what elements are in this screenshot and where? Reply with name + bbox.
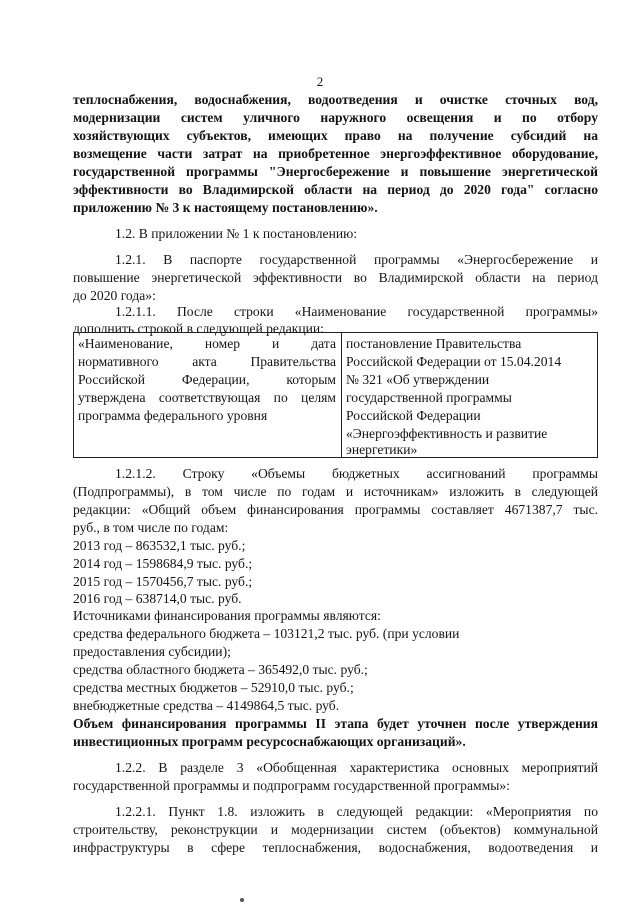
text-line: теплоснабжения, водоснабжения, водоотведения и очистке сточных вод, xyxy=(73,92,598,107)
text-line: инфраструктуры в сфере теплоснабжения, водоснабжения, водоотведения и xyxy=(73,840,598,855)
cell-line: программа федерального уровня xyxy=(78,408,268,423)
inserted-row-table xyxy=(73,332,598,458)
text-line: (Подпрограммы), в том числе по годам и источникам» изложить в следующей xyxy=(73,484,598,499)
text-line: 1.2.2.1. Пункт 1.8. изложить в следующей редакции: «Мероприятия по xyxy=(115,804,598,819)
year-item: 2013 год – 863532,1 тыс. руб.; xyxy=(73,538,246,553)
text-line: до 2020 года»: xyxy=(73,288,156,303)
text-line: повышение энергетической эффективности во Владимирской области на период xyxy=(73,270,598,285)
text-line: 1.2.2. В разделе 3 «Обобщенная характеристика основных мероприятий xyxy=(115,760,598,775)
cell-line: государственной программы xyxy=(346,390,512,405)
text-line: 1.2.1. В паспорте государственной программы «Энергосбережение и xyxy=(115,252,598,267)
page-number: 2 xyxy=(316,74,324,89)
source-item: средства федерального бюджета – 103121,2 тыс. руб. (при условии xyxy=(73,626,460,641)
text-line: государственной программы "Энергосбережение и повышение энергетической xyxy=(73,164,598,179)
text-line: руб., в том числе по годам: xyxy=(73,520,229,535)
source-item: предоставления субсидии); xyxy=(73,644,231,659)
text-line: дополнить строкой в следующей редакции: xyxy=(73,321,324,336)
text-line: эффективности во Владимирской области на период до 2020 года" согласно xyxy=(73,182,598,197)
cell-line: Российской Федерации, которым xyxy=(78,372,336,387)
year-item: 2014 год – 1598684,9 тыс. руб.; xyxy=(73,556,253,571)
source-item: средства местных бюджетов – 52910,0 тыс. руб.; xyxy=(73,680,354,695)
table-column-divider xyxy=(341,333,342,457)
text-line: редакции: «Общий объем финансирования программы составляет 4671387,7 тыс. xyxy=(73,502,598,517)
year-item: 2015 год – 1570456,7 тыс. руб.; xyxy=(73,574,253,589)
text-line: возмещение части затрат на приобретенное энергоэффективное оборудование, xyxy=(73,146,598,161)
cell-line: утверждена соответствующая по целям xyxy=(78,390,336,405)
source-item: внебюджетные средства – 4149864,5 тыс. руб. xyxy=(73,698,340,713)
source-item: средства областного бюджета – 365492,0 тыс. руб.; xyxy=(73,662,368,677)
text-line: приложению № 3 к настоящему постановлению». xyxy=(73,200,378,215)
year-item: 2016 год – 638714,0 тыс. руб. xyxy=(73,591,242,606)
cell-line: «Наименование, номер и дата xyxy=(78,336,336,351)
section-1-2: 1.2. В приложении № 1 к постановлению: xyxy=(115,226,358,241)
text-line: строительству, реконструкции и модернизации систем (объектов) коммунальной xyxy=(73,822,598,837)
cell-line: энергетики» xyxy=(346,442,418,457)
cell-line: Российской Федерации xyxy=(346,408,481,423)
cell-line: № 321 «Об утверждении xyxy=(346,372,490,387)
cell-line: нормативного акта Правительства xyxy=(78,354,336,369)
cell-line: Российской Федерации от 15.04.2014 xyxy=(346,354,562,369)
text-line: хозяйствующих субъектов, имеющих право на получение субсидий на xyxy=(73,128,598,143)
text-line: Объем финансирования программы II этапа будет уточнен после утверждения xyxy=(73,716,598,731)
text-line: инвестиционных программ ресурсоснабжающих организаций». xyxy=(73,734,466,749)
text-line: модернизации систем уличного наружного освещения и по отбору xyxy=(73,110,598,125)
text-line: 1.2.1.2. Строку «Объемы бюджетных ассигнований программы xyxy=(115,466,598,481)
text-line: государственной программы и подпрограмм государственной программы»: xyxy=(73,778,510,793)
text-line: 1.2.1.1. После строки «Наименование государственной программы» xyxy=(115,304,598,319)
cell-line: постановление Правительства xyxy=(346,336,522,351)
scan-speck xyxy=(240,898,244,902)
sources-title: Источниками финансирования программы являются: xyxy=(73,608,381,623)
cell-line: «Энергоэффективность и развитие xyxy=(346,426,548,441)
